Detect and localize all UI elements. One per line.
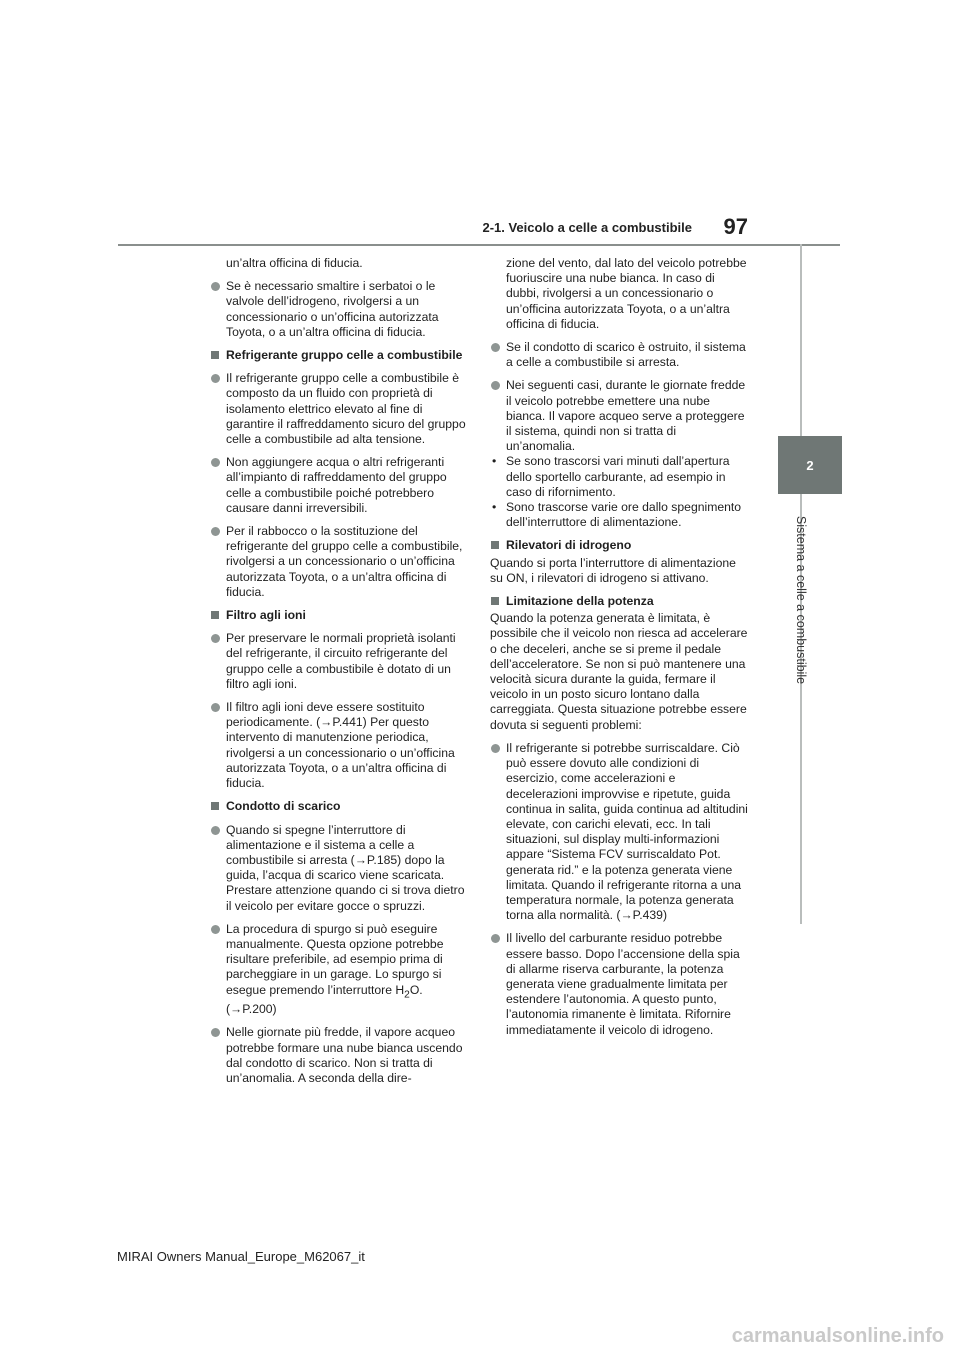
- bullet-item: Il livello del carburante residuo potrebbe essere basso. Dopo l’accensione della spia di allarme riserva carburante, la potenza generata viene gradualmente limitata per estendere l’autonomia. A questo punto, l’autonomia rimanente è limitata. Rifornire immediatamente il veicolo di idrogeno.: [490, 931, 748, 1037]
- subheading-ion-filter: Filtro agli ioni: [210, 608, 468, 623]
- watermark: carmanualsonline.info: [731, 1325, 944, 1347]
- dash-item: • Sono trascorse varie ore dallo spegnimento dell’interruttore di alimentazione.: [490, 500, 748, 530]
- paragraph: Quando la potenza generata è limitata, è possibile che il veicolo non riesca ad accelerare o che deceleri, anche se si preme il pedale dell’acceleratore. Se non si può mantenere una velocità sicura durante la guida, fermare il veicolo in un posto sicuro lontano dalla carreggiata. Questa situazione potrebbe essere dovuta si seguenti problemi:: [490, 611, 748, 732]
- subheading-coolant: Refrigerante gruppo celle a combustibile: [210, 348, 468, 363]
- paragraph: Quando si porta l’interruttore di alimentazione su ON, i rilevatori di idrogeno si attivano.: [490, 555, 736, 585]
- bullet-item: [210, 922, 468, 1018]
- footer-text: MIRAI Owners Manual_Europe_M62067_it: [117, 1249, 365, 1264]
- bullet-item: Se il condotto di scarico è ostruito, il sistema a celle a combustibile si arresta.: [490, 340, 748, 370]
- right-column: [490, 256, 748, 1046]
- bullet-item: Per il rabbocco o la sostituzione del refrigerante del gruppo celle a combustibile, rivolgersi a un concessionario o un’officina autorizzata Toyota, o a un’altra officina di fiducia.: [210, 524, 468, 600]
- bullet-item: Non aggiungere acqua o altri refrigeranti all’impianto di raffreddamento del gruppo celle a combustibile poiché potrebbero causare danni irreversibili.: [210, 455, 468, 516]
- continued-text: zione del vento, dal lato del veicolo potrebbe fuoriuscire una nube bianca. In caso di dubbi, rivolgersi a un concessionario o un’officina autorizzata Toyota, o a un’altra officina di fiducia.: [506, 256, 747, 331]
- text-run: La procedura di spurgo si può eseguire manualmente. Questa opzione potrebbe risultare preferibile, ad esempio prima di parcheggiare in un garage. Lo spurgo si esegue premendo l’interruttore H: [226, 921, 444, 997]
- subheading-power-limit: Limitazione della potenza: [490, 594, 748, 609]
- bullet-item: Il filtro agli ioni deve essere sostituito periodicamente. (→P.441) Per questo intervento di manutenzione periodica, rivolgersi a un concessionario o un’officina autorizzata Toyota, o a un’altra officina di fiducia.: [210, 700, 468, 791]
- bullet-item: Se è necessario smaltire i serbatoi o le valvole dell’idrogeno, rivolgersi a un concessionario o un’officina autorizzata Toyota, o a un’altra officina di fiducia.: [210, 279, 468, 340]
- bullet-item: Per preservare le normali proprietà isolanti del refrigerante, il circuito refrigerante del gruppo celle a combustibile è dotato di un filtro agli ioni.: [210, 631, 468, 692]
- bullet-item: Nelle giornate più fredde, il vapore acqueo potrebbe formare una nube bianca uscendo dal condotto di scarico. Non si tratta di un’anomalia. A seconda della dire-: [210, 1025, 468, 1086]
- section-title: 2-1. Veicolo a celle a combustibile: [482, 220, 692, 235]
- subheading-hydrogen-sensors: Rilevatori di idrogeno: [490, 538, 748, 553]
- text-run: O. (→P.200): [226, 982, 423, 1017]
- chapter-label: Sistema a celle a combustibile: [794, 515, 808, 685]
- bullet-item: Il refrigerante gruppo celle a combustibile è composto da un fluido con proprietà di isolamento elettrico elevato al fine di garantire il raffreddamento sicuro del gruppo celle a combustibile ad alta tensione.: [210, 371, 468, 447]
- page-number: 97: [723, 214, 748, 239]
- bullet-item: Nei seguenti casi, durante le giornate fredde il veicolo potrebbe emettere una nube bianca. Il vapore acqueo serve a proteggere il sistema, quindi non si tratta di un’anomalia.: [490, 378, 748, 454]
- subscript: 2: [404, 988, 410, 1000]
- subheading-exhaust: Condotto di scarico: [210, 799, 468, 814]
- dash-item: • Se sono trascorsi vari minuti dall’apertura dello sportello carburante, ad esempio in caso di rifornimento.: [490, 454, 748, 500]
- bullet-item: Quando si spegne l’interruttore di alimentazione e il sistema a celle a combustibile si arresta (→P.185) dopo la guida, l’acqua di scarico viene scaricata. Prestare attenzione quando ci si trova dietro il veicolo per evitare gocce o spruzzi.: [210, 823, 468, 914]
- left-column: [210, 256, 468, 1094]
- chapter-tab: 2: [778, 436, 842, 494]
- bullet-item: Il refrigerante si potrebbe surriscaldare. Ciò può essere dovuto alle condizioni di esercizio, come accelerazioni e decelerazioni improvvise e ripetute, guida continua in salita, guida continua ad altitudini elevate, con carichi elevati, ecc. In tali situazioni, sul display multi-informazioni appare “Sistema FCV surriscaldato Pot. generata rid.” e la potenza generata viene limitata. Quando il refrigerante ritorna a una temperatura normale, la potenza generata torna alla normalità. (→P.439): [490, 741, 748, 923]
- header-rule: [118, 244, 840, 246]
- continued-text: un’altra officina di fiducia.: [226, 256, 363, 270]
